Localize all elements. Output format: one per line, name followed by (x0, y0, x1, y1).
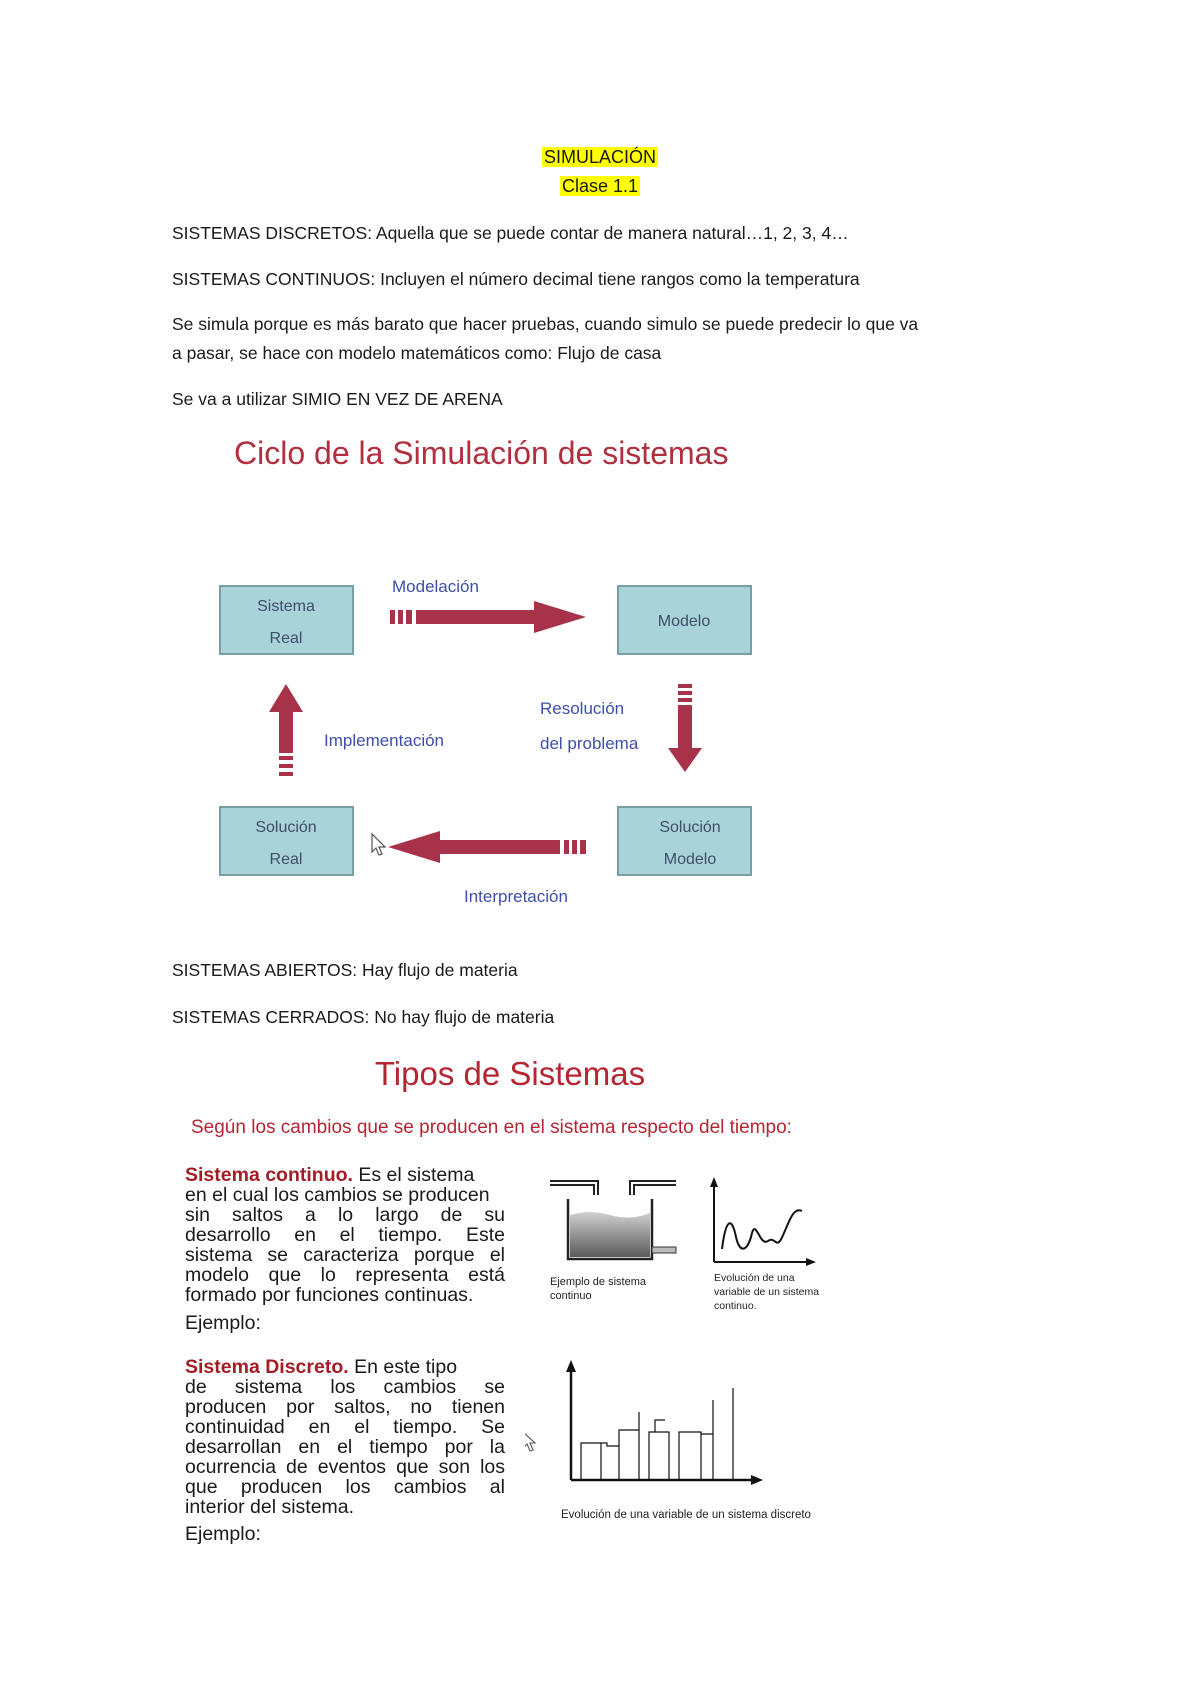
caption-curve-line2: variable de un sistema (714, 1286, 820, 1298)
document-subtitle: Clase 1.1 (561, 176, 639, 196)
caption-discrete: Evolución de una variable de un sistema discreto (561, 1509, 811, 1521)
box-modelo (618, 586, 751, 654)
text-continuos: Incluyen el número decimal tiene rangos como la temperatura (375, 269, 860, 289)
box-solucion-modelo-line1: Solución (659, 819, 721, 836)
discreto-line-4: desarrollan en el tiempo por la (185, 1436, 505, 1458)
continuo-line-4: sistema se caracteriza porque el (185, 1244, 505, 1266)
caption-tank-line1: Ejemplo de sistema (550, 1276, 646, 1288)
paragraph-simio (172, 385, 1052, 414)
arrow-resolucion (668, 684, 702, 772)
label-cerrados: SISTEMAS CERRADOS: (172, 1007, 370, 1027)
discreto-line-5: ocurrencia de eventos que son los (185, 1456, 505, 1478)
box-sistema-real-line2: Real (269, 630, 303, 647)
arrow-modelacion (390, 601, 586, 633)
arrow-implementacion (269, 684, 303, 776)
label-resolucion-1: Resolución (540, 699, 625, 718)
simio-text: Se va a utilizar SIMIO EN VEZ DE ARENA (172, 389, 503, 409)
paragraph-discretos (172, 219, 1052, 248)
continuo-line-2: sin saltos a lo largo de su (185, 1204, 505, 1226)
box-solucion-modelo-line2: Modelo (663, 851, 717, 868)
caption-tank-line2: continuo (550, 1290, 592, 1302)
document-title: SIMULACIÓN (543, 147, 657, 167)
caption-curve-line3: continuo. (714, 1300, 757, 1312)
document-header (0, 143, 1200, 201)
box-solucion-modelo (618, 807, 751, 875)
box-solucion-real (220, 807, 353, 875)
label-discretos: SISTEMAS DISCRETOS: (172, 223, 372, 243)
ciclo-title: Ciclo de la Simulación de sistemas (234, 435, 729, 471)
paragraph-simula (172, 310, 1052, 368)
continuo-line-5: modelo que lo representa está (185, 1264, 505, 1286)
discrete-steps (581, 1388, 733, 1480)
tank-icon (550, 1181, 676, 1259)
continuo-ejemplo: Ejemplo: (185, 1312, 261, 1334)
text-abiertos: Hay flujo de materia (357, 960, 518, 980)
label-abiertos: SISTEMAS ABIERTOS: (172, 960, 358, 980)
label-interpretacion: Interpretación (464, 887, 568, 906)
continuo-line-1: en el cual los cambios se producen (185, 1184, 490, 1206)
label-implementacion: Implementación (324, 731, 445, 750)
discreto-line-6: que producen los cambios al (185, 1476, 505, 1498)
continuo-illustrations (550, 1177, 870, 1327)
discreto-line-1: de sistema los cambios se (185, 1376, 505, 1398)
text-cerrados: No hay flujo de materia (369, 1007, 555, 1027)
label-resolucion-2: del problema (540, 734, 639, 753)
caption-curve-line1: Evolución de una (714, 1272, 795, 1284)
continuous-curve-chart (710, 1177, 816, 1266)
simula-line-1: Se simula porque es más barato que hacer pruebas, cuando simulo se puede predecir lo que va (172, 314, 919, 334)
tipos-sistemas-figure (180, 1055, 870, 1555)
tipos-title: Tipos de Sistemas (374, 1055, 646, 1092)
discrete-step-chart (525, 1360, 865, 1560)
discreto-ejemplo: Ejemplo: (185, 1523, 261, 1545)
box-sistema-real-line1: Sistema (257, 598, 315, 615)
discreto-line-3: continuidad en el tiempo. Se (185, 1416, 505, 1438)
paragraph-abiertos (172, 956, 1052, 985)
text-discretos: Aquella que se puede contar de manera natural…1, 2, 3, 4… (372, 223, 849, 243)
continuo-line-3: desarrollo en el tiempo. Este (185, 1224, 505, 1246)
continuo-line-0: Sistema continuo. Es el sistema (185, 1164, 475, 1186)
discreto-line-2: producen por saltos, no tienen (185, 1396, 505, 1418)
discreto-line-0: Sistema Discreto. En este tipo (185, 1356, 458, 1378)
simula-line-2: a pasar, se hace con modelo matemáticos como: Flujo de casa (172, 343, 662, 363)
paragraph-cerrados (172, 1003, 1052, 1032)
discreto-line-7: interior del sistema. (185, 1496, 355, 1518)
continuo-text-block (185, 1165, 505, 1305)
label-continuos: SISTEMAS CONTINUOS: (172, 269, 376, 289)
continuo-line-6: formado por funciones continuas. (185, 1284, 474, 1306)
box-modelo-label: Modelo (657, 613, 711, 630)
paragraph-continuos (172, 265, 1052, 294)
discreto-text-block (185, 1357, 505, 1517)
cursor-icon (525, 1432, 535, 1451)
box-solucion-real-line2: Real (269, 851, 303, 868)
box-solucion-real-line1: Solución (255, 819, 317, 836)
label-modelacion: Modelación (392, 577, 479, 596)
ciclo-simulacion-diagram (200, 420, 800, 910)
cursor-icon (372, 834, 385, 855)
tipos-subtitle: Según los cambios que se producen en el sistema respecto del tiempo: (191, 1117, 792, 1138)
arrow-interpretacion (388, 831, 586, 863)
box-sistema-real (220, 586, 353, 654)
